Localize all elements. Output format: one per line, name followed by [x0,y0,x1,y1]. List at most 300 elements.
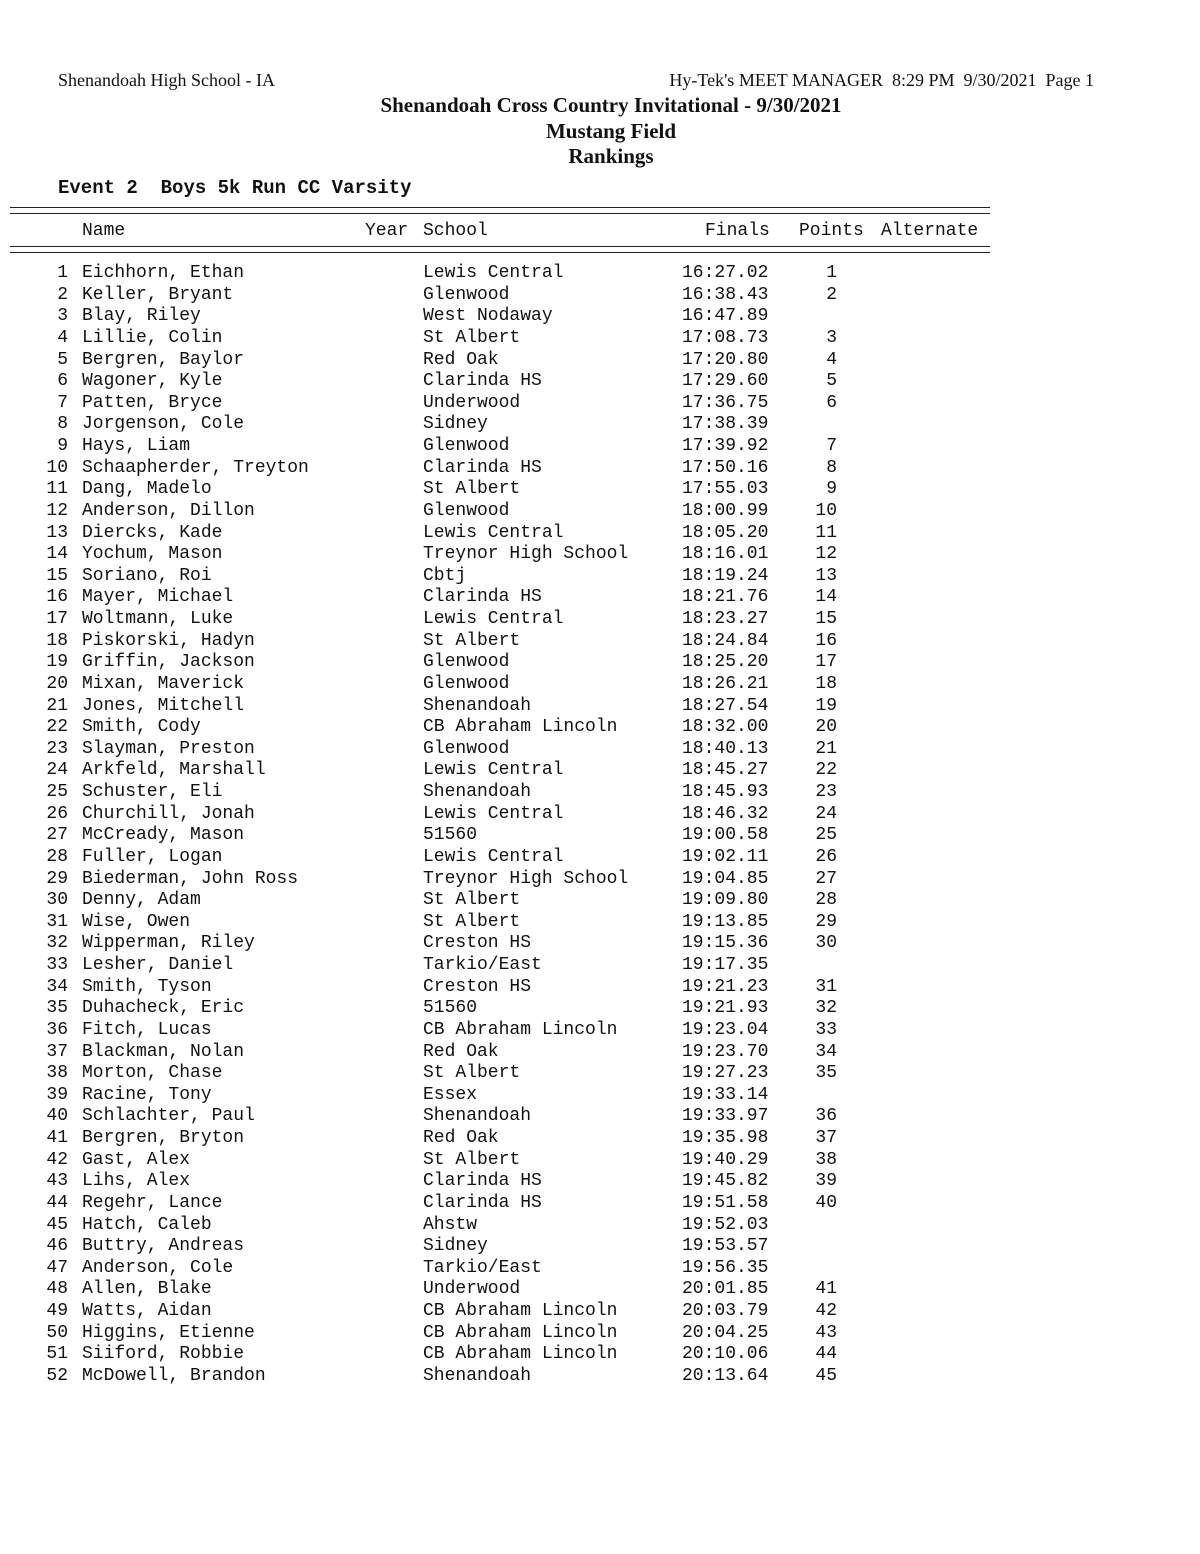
athlete-name: Hays, Liam [82,436,191,456]
finals-time: 19:02.11 [682,846,769,867]
finals-time: 17:29.60 [682,371,769,392]
school-name: Shenandoah [423,1365,532,1386]
athlete-name: Smith, Cody [82,717,201,738]
school-name: Creston HS [423,976,532,997]
athlete-name: Wagoner, Kyle [82,371,223,392]
col-points: Points [799,221,864,241]
table-row [0,977,1000,999]
finals-time: 18:32.00 [682,717,769,738]
event-name: Boys 5k Run CC Varsity [160,177,412,199]
result-place: 1 [57,263,68,283]
athlete-name: Fuller, Logan [82,846,223,867]
team-points: 26 [815,846,837,867]
table-row [0,825,1000,847]
athlete-name: Watts, Aidan [82,1301,212,1321]
team-points: 17 [815,652,837,673]
finals-time: 17:55.03 [682,479,769,500]
result-place: 45 [46,1214,68,1235]
table-row [0,263,1000,285]
result-place: 28 [46,846,68,867]
school-name: Red Oak [423,1041,499,1062]
team-points: 44 [815,1344,837,1365]
athlete-name: Mixan, Maverick [82,673,245,694]
table-row [0,1258,1000,1280]
header-software-info: Hy-Tek's MEET MANAGER 8:29 PM 9/30/2021 Page 1 [669,70,1094,90]
divider-top [10,207,990,214]
result-place: 37 [46,1041,68,1062]
athlete-name: Keller, Bryant [82,284,234,305]
school-name: Lewis Central [423,760,564,781]
result-place: 42 [46,1149,68,1170]
school-name: Treynor High School [423,868,629,889]
table-row [0,1236,1000,1258]
school-name: St Albert [423,1149,521,1170]
team-points: 14 [815,587,837,608]
team-points: 16 [815,630,837,651]
athlete-name: Morton, Chase [82,1063,223,1084]
result-place: 48 [46,1279,68,1300]
school-name: Clarinda HS [423,587,542,608]
table-row [0,1106,1000,1128]
result-place: 17 [46,609,68,629]
result-place: 32 [46,933,68,954]
school-name: Lewis Central [423,609,564,629]
result-place: 8 [57,414,68,435]
school-name: Clarinda HS [423,457,542,478]
result-place: 44 [46,1192,68,1213]
result-place: 47 [46,1257,68,1278]
finals-time: 18:26.21 [682,673,769,694]
finals-time: 19:21.93 [682,998,769,1019]
finals-time: 18:05.20 [682,522,769,543]
finals-time: 20:03.79 [682,1301,769,1321]
team-points: 40 [815,1192,837,1213]
school-name: Essex [423,1084,478,1105]
table-row [0,717,1000,739]
team-points: 11 [815,522,837,543]
title-block [0,93,1200,170]
school-name: 51560 [423,825,478,846]
finals-time: 18:46.32 [682,803,769,824]
athlete-name: Schlachter, Paul [82,1106,255,1127]
team-points: 5 [826,371,837,392]
table-row [0,285,1000,307]
athlete-name: Racine, Tony [82,1084,212,1105]
result-place: 27 [46,825,68,846]
finals-time: 18:16.01 [682,544,769,565]
team-points: 12 [815,544,837,565]
athlete-name: Patten, Bryce [82,392,223,413]
school-name: Shenandoah [423,695,532,716]
athlete-name: Hatch, Caleb [82,1214,212,1235]
school-name: Creston HS [423,933,532,954]
school-name: St Albert [423,479,521,500]
results-table [0,263,1000,1388]
team-points: 13 [815,565,837,586]
school-name: St Albert [423,911,521,932]
table-row [0,609,1000,631]
school-name: Glenwood [423,436,510,456]
result-place: 24 [46,760,68,781]
finals-time: 17:38.39 [682,414,769,435]
table-row [0,328,1000,350]
finals-time: 16:47.89 [682,306,769,327]
table-row [0,760,1000,782]
finals-time: 19:35.98 [682,1128,769,1148]
school-name: Sidney [423,1236,488,1257]
athlete-name: Biederman, John Ross [82,868,299,889]
finals-time: 16:27.02 [682,263,769,283]
school-name: Red Oak [423,1128,499,1148]
result-place: 13 [46,522,68,543]
team-points: 23 [815,782,837,802]
athlete-name: Piskorski, Hadyn [82,630,255,651]
finals-time: 18:19.24 [682,565,769,586]
athlete-name: Jorgenson, Cole [82,414,245,435]
athlete-name: Fitch, Lucas [82,1019,212,1040]
result-place: 52 [46,1365,68,1386]
venue: Mustang Field [545,118,677,143]
athlete-name: Slayman, Preston [82,738,255,759]
table-row [0,350,1000,372]
result-place: 7 [57,392,68,413]
school-name: St Albert [423,1063,521,1084]
result-place: 3 [57,306,68,327]
team-points: 19 [815,695,837,716]
table-row [0,933,1000,955]
finals-time: 19:17.35 [682,955,769,975]
team-points: 25 [815,825,837,846]
school-name: Lewis Central [423,803,564,824]
athlete-name: Bergren, Bryton [82,1128,245,1148]
team-points: 27 [815,868,837,889]
school-name: Shenandoah [423,1106,532,1127]
result-place: 46 [46,1236,68,1257]
athlete-name: Smith, Tyson [82,976,212,997]
team-points: 34 [815,1041,837,1062]
result-place: 15 [46,565,68,586]
school-name: Clarinda HS [423,1171,542,1192]
table-row [0,696,1000,718]
athlete-name: McDowell, Brandon [82,1365,266,1386]
team-points: 2 [826,284,837,305]
school-name: CB Abraham Lincoln [423,1322,618,1343]
table-row [0,890,1000,912]
finals-time: 17:08.73 [682,327,769,348]
finals-time: 18:23.27 [682,609,769,629]
table-row [0,1279,1000,1301]
result-place: 20 [46,673,68,694]
result-place: 40 [46,1106,68,1127]
table-row [0,1323,1000,1345]
athlete-name: Regehr, Lance [82,1192,223,1213]
school-name: St Albert [423,630,521,651]
finals-time: 16:38.43 [682,284,769,305]
result-place: 21 [46,695,68,716]
team-points: 37 [815,1128,837,1148]
finals-time: 20:04.25 [682,1322,769,1343]
school-name: St Albert [423,327,521,348]
section-title: Rankings [568,144,654,168]
finals-time: 19:09.80 [682,890,769,911]
school-name: Sidney [423,414,488,435]
table-row [0,566,1000,588]
finals-time: 18:45.93 [682,782,769,802]
school-name: Treynor High School [423,544,629,565]
finals-time: 19:13.85 [682,911,769,932]
team-points: 6 [826,392,837,413]
table-row [0,1085,1000,1107]
table-row [0,1042,1000,1064]
athlete-name: Lillie, Colin [82,327,223,348]
athlete-name: Woltmann, Luke [82,609,234,629]
finals-time: 18:25.20 [682,652,769,673]
school-name: Tarkio/East [423,1257,542,1278]
team-points: 9 [826,479,837,500]
school-name: Tarkio/East [423,955,542,975]
table-row [0,782,1000,804]
school-name: Glenwood [423,673,510,694]
athlete-name: Mayer, Michael [82,587,234,608]
team-points: 21 [815,738,837,759]
finals-time: 18:24.84 [682,630,769,651]
team-points: 3 [826,327,837,348]
table-row [0,1344,1000,1366]
table-row [0,587,1000,609]
finals-time: 18:40.13 [682,738,769,759]
finals-time: 19:04.85 [682,868,769,889]
team-points: 18 [815,673,837,694]
team-points: 35 [815,1063,837,1084]
table-row [0,674,1000,696]
athlete-name: Schuster, Eli [82,782,223,802]
athlete-name: Soriano, Roi [82,565,212,586]
result-place: 4 [57,327,68,348]
table-row [0,501,1000,523]
school-name: Underwood [423,392,521,413]
school-name: CB Abraham Lincoln [423,1019,618,1040]
team-points: 42 [815,1301,837,1321]
athlete-name: Lihs, Alex [82,1171,191,1192]
athlete-name: Wise, Owen [82,911,191,932]
finals-time: 19:15.36 [682,933,769,954]
athlete-name: Blay, Riley [82,306,201,327]
result-place: 51 [46,1344,68,1365]
table-row [0,1020,1000,1042]
col-name: Name [82,221,126,241]
finals-time: 17:39.92 [682,436,769,456]
table-row [0,955,1000,977]
team-points: 36 [815,1106,837,1127]
result-place: 19 [46,652,68,673]
table-row [0,544,1000,566]
finals-time: 19:52.03 [682,1214,769,1235]
col-alternate: Alternate [881,221,979,241]
school-name: Lewis Central [423,263,564,283]
finals-time: 18:00.99 [682,500,769,521]
athlete-name: Wipperman, Riley [82,933,255,954]
school-name: 51560 [423,998,478,1019]
school-name: Clarinda HS [423,1192,542,1213]
result-place: 18 [46,630,68,651]
team-points: 7 [826,436,837,456]
col-year: Year [365,221,409,241]
col-finals: Finals [705,221,770,241]
finals-time: 19:51.58 [682,1192,769,1213]
athlete-name: Dang, Madelo [82,479,212,500]
school-name: Glenwood [423,500,510,521]
finals-time: 19:33.14 [682,1084,769,1105]
finals-time: 19:23.04 [682,1019,769,1040]
result-place: 31 [46,911,68,932]
table-row [0,739,1000,761]
table-row [0,847,1000,869]
finals-time: 19:23.70 [682,1041,769,1062]
finals-time: 19:53.57 [682,1236,769,1257]
table-row [0,1150,1000,1172]
result-place: 14 [46,544,68,565]
finals-time: 17:36.75 [682,392,769,413]
finals-time: 18:27.54 [682,695,769,716]
finals-time: 18:21.76 [682,587,769,608]
school-name: Lewis Central [423,522,564,543]
athlete-name: Churchill, Jonah [82,803,255,824]
col-school: School [423,221,488,241]
meet-title: Shenandoah Cross Country Invitational - 9/30/2021 [380,93,842,117]
event-label: Event 2 [58,177,138,199]
school-name: Shenandoah [423,782,532,802]
team-points: 31 [815,976,837,997]
table-row [0,1171,1000,1193]
result-place: 23 [46,738,68,759]
school-name: CB Abraham Lincoln [423,717,618,738]
table-row [0,1193,1000,1215]
school-name: St Albert [423,890,521,911]
result-place: 50 [46,1322,68,1343]
result-place: 34 [46,976,68,997]
team-points: 28 [815,890,837,911]
divider-bottom [10,246,990,253]
school-name: Cbtj [423,565,467,586]
school-name: CB Abraham Lincoln [423,1344,618,1365]
table-row [0,414,1000,436]
result-place: 33 [46,955,68,975]
result-place: 30 [46,890,68,911]
athlete-name: Anderson, Cole [82,1257,234,1278]
result-place: 43 [46,1171,68,1192]
table-row [0,804,1000,826]
team-points: 45 [815,1365,837,1386]
finals-time: 19:56.35 [682,1257,769,1278]
result-place: 10 [46,457,68,478]
result-place: 9 [57,436,68,456]
result-place: 11 [46,479,68,500]
result-place: 2 [57,284,68,305]
team-points: 32 [815,998,837,1019]
athlete-name: Bergren, Baylor [82,349,245,370]
finals-time: 17:50.16 [682,457,769,478]
result-place: 5 [57,349,68,370]
finals-time: 19:00.58 [682,825,769,846]
school-name: Red Oak [423,349,499,370]
athlete-name: Jones, Mitchell [82,695,245,716]
table-row [0,652,1000,674]
table-row [0,869,1000,891]
table-row [0,458,1000,480]
table-row [0,306,1000,328]
team-points: 24 [815,803,837,824]
result-place: 16 [46,587,68,608]
result-place: 49 [46,1301,68,1321]
result-place: 26 [46,803,68,824]
athlete-name: Higgins, Etienne [82,1322,255,1343]
table-row [0,523,1000,545]
school-name: West Nodaway [423,306,553,327]
athlete-name: Buttry, Andreas [82,1236,245,1257]
table-row [0,631,1000,653]
team-points: 20 [815,717,837,738]
athlete-name: Blackman, Nolan [82,1041,245,1062]
header-host: Shenandoah High School - IA [58,70,275,90]
finals-time: 19:33.97 [682,1106,769,1127]
school-name: Ahstw [423,1214,478,1235]
team-points: 33 [815,1019,837,1040]
result-place: 39 [46,1084,68,1105]
finals-time: 19:27.23 [682,1063,769,1084]
team-points: 43 [815,1322,837,1343]
team-points: 15 [815,609,837,629]
athlete-name: Lesher, Daniel [82,955,234,975]
result-place: 41 [46,1128,68,1148]
table-row [0,912,1000,934]
team-points: 10 [815,500,837,521]
table-row [0,1063,1000,1085]
school-name: Glenwood [423,652,510,673]
team-points: 8 [826,457,837,478]
team-points: 29 [815,911,837,932]
finals-time: 17:20.80 [682,349,769,370]
finals-time: 20:13.64 [682,1365,769,1386]
athlete-name: Griffin, Jackson [82,652,255,673]
event-heading [58,177,411,199]
team-points: 4 [826,349,837,370]
result-place: 6 [57,371,68,392]
athlete-name: Allen, Blake [82,1279,212,1300]
result-place: 35 [46,998,68,1019]
finals-time: 20:01.85 [682,1279,769,1300]
team-points: 22 [815,760,837,781]
result-place: 38 [46,1063,68,1084]
table-row [0,1301,1000,1323]
athlete-name: Arkfeld, Marshall [82,760,266,781]
table-row [0,479,1000,501]
athlete-name: Duhacheck, Eric [82,998,245,1019]
table-row [0,1215,1000,1237]
result-place: 12 [46,500,68,521]
team-points: 1 [826,263,837,283]
school-name: Underwood [423,1279,521,1300]
table-row [0,393,1000,415]
team-points: 41 [815,1279,837,1300]
school-name: Clarinda HS [423,371,542,392]
result-place: 29 [46,868,68,889]
school-name: Lewis Central [423,846,564,867]
athlete-name: Yochum, Mason [82,544,223,565]
athlete-name: Denny, Adam [82,890,201,911]
team-points: 39 [815,1171,837,1192]
finals-time: 20:10.06 [682,1344,769,1365]
athlete-name: Diercks, Kade [82,522,223,543]
